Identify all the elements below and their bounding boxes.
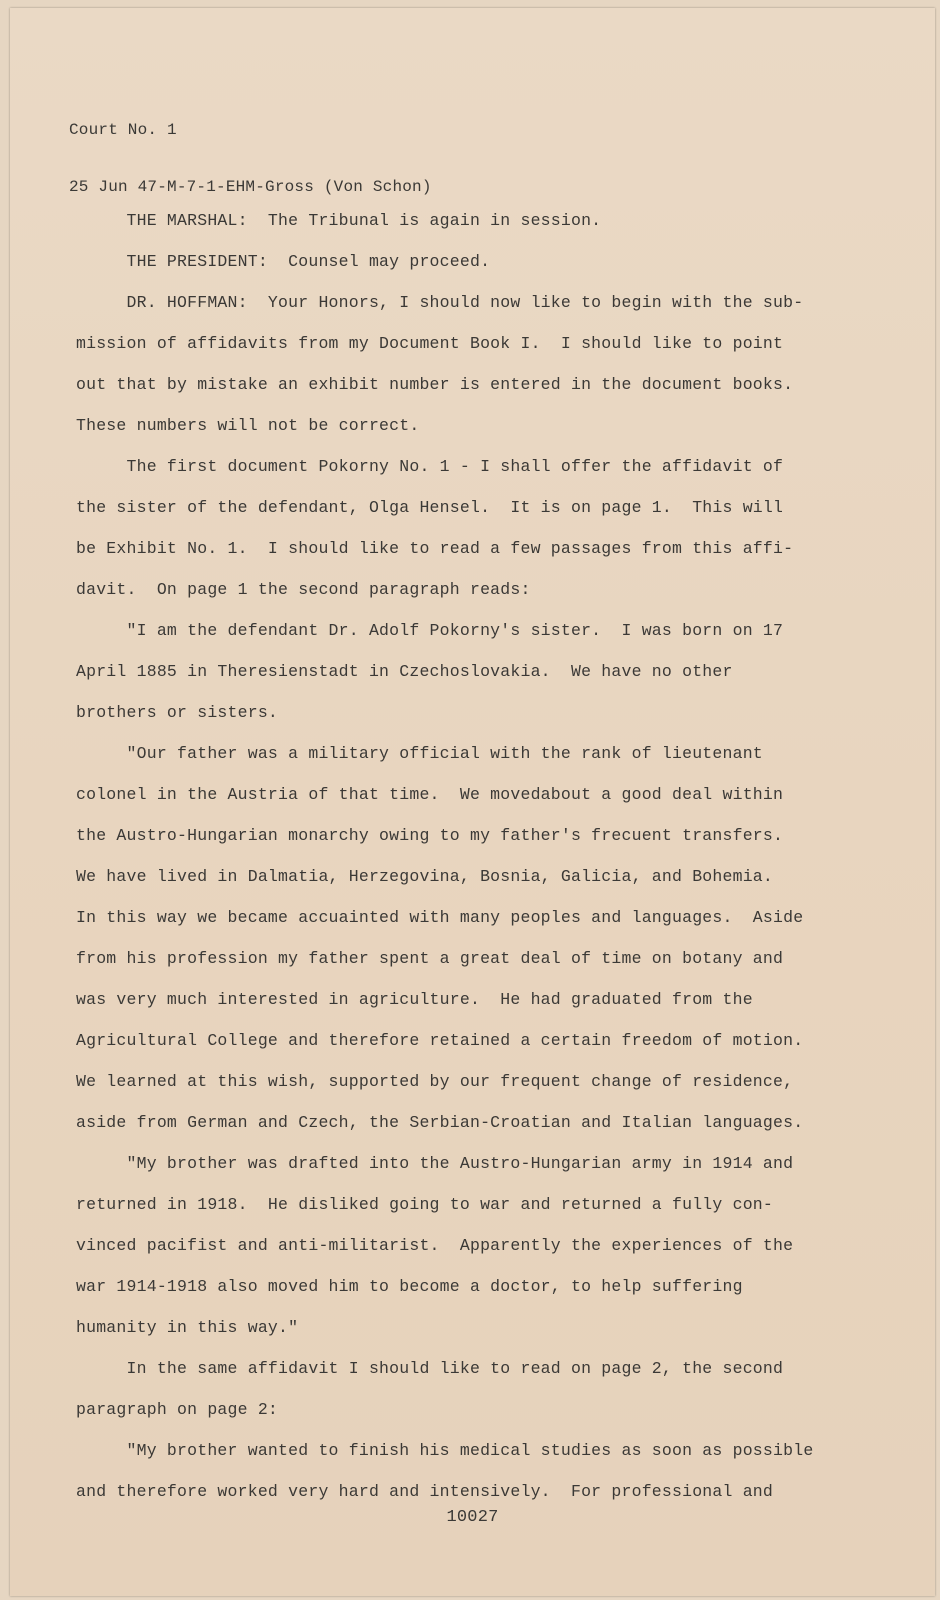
text-line: war 1914-1918 also moved him to become a doctor, to help suffering	[76, 1277, 743, 1296]
text-line: davit. On page 1 the second paragraph reads:	[76, 580, 531, 599]
text-line: colonel in the Austria of that time. We movedabout a good deal within	[76, 785, 784, 804]
text-line: "Our father was a military official with the rank of lieutenant	[76, 744, 763, 763]
court-number: Court No. 1	[69, 121, 177, 139]
text-line: "My brother was drafted into the Austro-Hungarian army in 1914 and	[76, 1154, 794, 1173]
text-line: In the same affidavit I should like to read on page 2, the second	[76, 1359, 784, 1378]
text-line: April 1885 in Theresienstadt in Czechoslovakia. We have no other	[76, 662, 733, 681]
text-line: vinced pacifist and anti-militarist. Apparently the experiences of the	[76, 1236, 794, 1255]
text-line: The first document Pokorny No. 1 - I shall offer the affidavit of	[76, 457, 784, 476]
text-line: paragraph on page 2:	[76, 1400, 279, 1419]
page-number: 10027	[446, 1508, 499, 1527]
text-line: THE MARSHAL: The Tribunal is again in session.	[76, 211, 602, 230]
text-line: These numbers will not be correct.	[76, 416, 420, 435]
text-line: returned in 1918. He disliked going to war and returned a fully con-	[76, 1195, 774, 1214]
text-line: "My brother wanted to finish his medical studies as soon as possible	[76, 1441, 814, 1460]
text-line: humanity in this way."	[76, 1318, 299, 1337]
text-line: THE PRESIDENT: Counsel may proceed.	[76, 252, 491, 271]
text-line: mission of affidavits from my Document Book I. I should like to point	[76, 334, 784, 353]
text-line: the sister of the defendant, Olga Hensel. It is on page 1. This will	[76, 498, 784, 517]
text-line: out that by mistake an exhibit number is entered in the document books.	[76, 375, 794, 394]
text-line: was very much interested in agriculture. He had graduated from the	[76, 990, 753, 1009]
session-reference: 25 Jun 47-M-7-1-EHM-Gross (Von Schon)	[69, 178, 432, 196]
text-line: Agricultural College and therefore retained a certain freedom of motion.	[76, 1031, 804, 1050]
transcript-body	[76, 200, 826, 1512]
text-line: aside from German and Czech, the Serbian-Croatian and Italian languages.	[76, 1113, 804, 1132]
text-line: brothers or sisters.	[76, 703, 279, 722]
text-line: be Exhibit No. 1. I should like to read a few passages from this affi-	[76, 539, 794, 558]
text-line: and therefore worked very hard and intensively. For professional and	[76, 1482, 774, 1501]
text-line: the Austro-Hungarian monarchy owing to my father's frecuent transfers.	[76, 826, 784, 845]
text-line: from his profession my father spent a great deal of time on botany and	[76, 949, 784, 968]
text-line: We learned at this wish, supported by our frequent change of residence,	[76, 1072, 794, 1091]
text-line: We have lived in Dalmatia, Herzegovina, Bosnia, Galicia, and Bohemia.	[76, 867, 774, 886]
text-line: In this way we became accuainted with many peoples and languages. Aside	[76, 908, 804, 927]
document-page	[10, 8, 935, 1596]
text-line: DR. HOFFMAN: Your Honors, I should now like to begin with the sub-	[76, 293, 804, 312]
text-line: "I am the defendant Dr. Adolf Pokorny's sister. I was born on 17	[76, 621, 784, 640]
